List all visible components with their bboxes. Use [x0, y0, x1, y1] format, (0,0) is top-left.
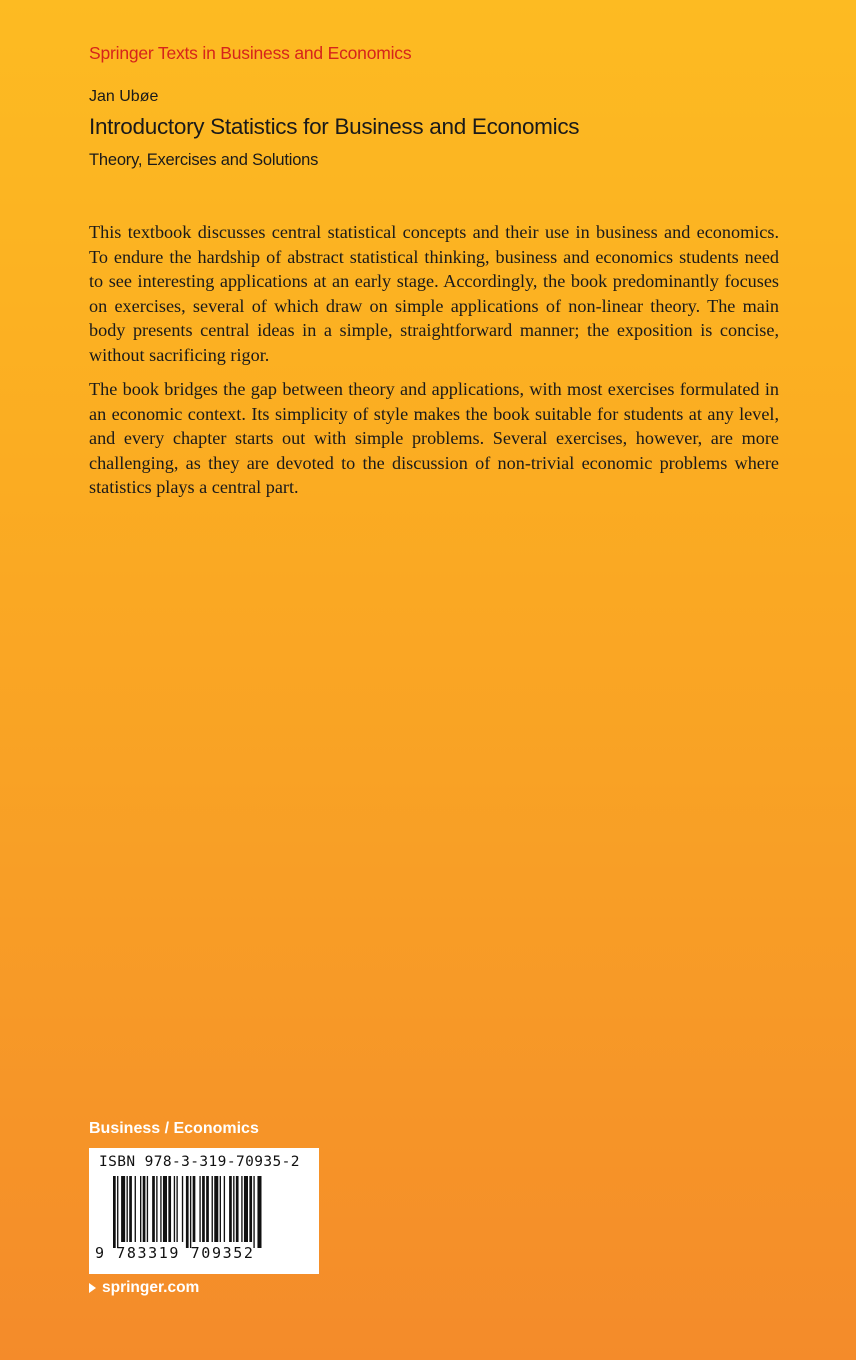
author-name: Jan Ubøe — [89, 88, 159, 105]
barcode-icon — [113, 1176, 299, 1250]
isbn-barcode-panel — [89, 1148, 319, 1274]
series-name: Springer Texts in Business and Economics — [89, 43, 412, 63]
book-description — [89, 220, 779, 510]
book-subtitle: Theory, Exercises and Solutions — [89, 151, 319, 169]
barcode-digits: 9 783319 709352 — [95, 1244, 255, 1262]
book-title: Introductory Statistics for Business and Economics — [89, 114, 580, 139]
isbn-label: ISBN 978-3-319-70935-2 — [99, 1154, 300, 1170]
description-paragraph-1: This textbook discusses central statistical concepts and their use in business and economics. To endure the hardship of abstract statistical thinking, business and economics students need to see interesting applications at an early stage. Accordingly, the book predominantly focuses on exercises, several of which draw on simple applications of non-linear theory. The main body presents central ideas in a simple, straightforward manner; the exposition is concise, without sacrificing rigor. — [89, 222, 779, 365]
website-label: springer.com — [102, 1279, 200, 1296]
description-paragraph-2: The book bridges the gap between theory and applications, with most exercises formulated in an economic context. Its simplicity of style makes the book suitable for students at any level, and every chapter starts out with simple problems. Several exercises, however, are more challenging, as they are devoted to the discussion of non-trivial economic problems where statistics plays a central part. — [89, 379, 779, 497]
subject-category: Business / Economics — [89, 1120, 259, 1137]
publisher-website[interactable] — [89, 1279, 199, 1297]
arrow-right-icon — [89, 1283, 96, 1293]
